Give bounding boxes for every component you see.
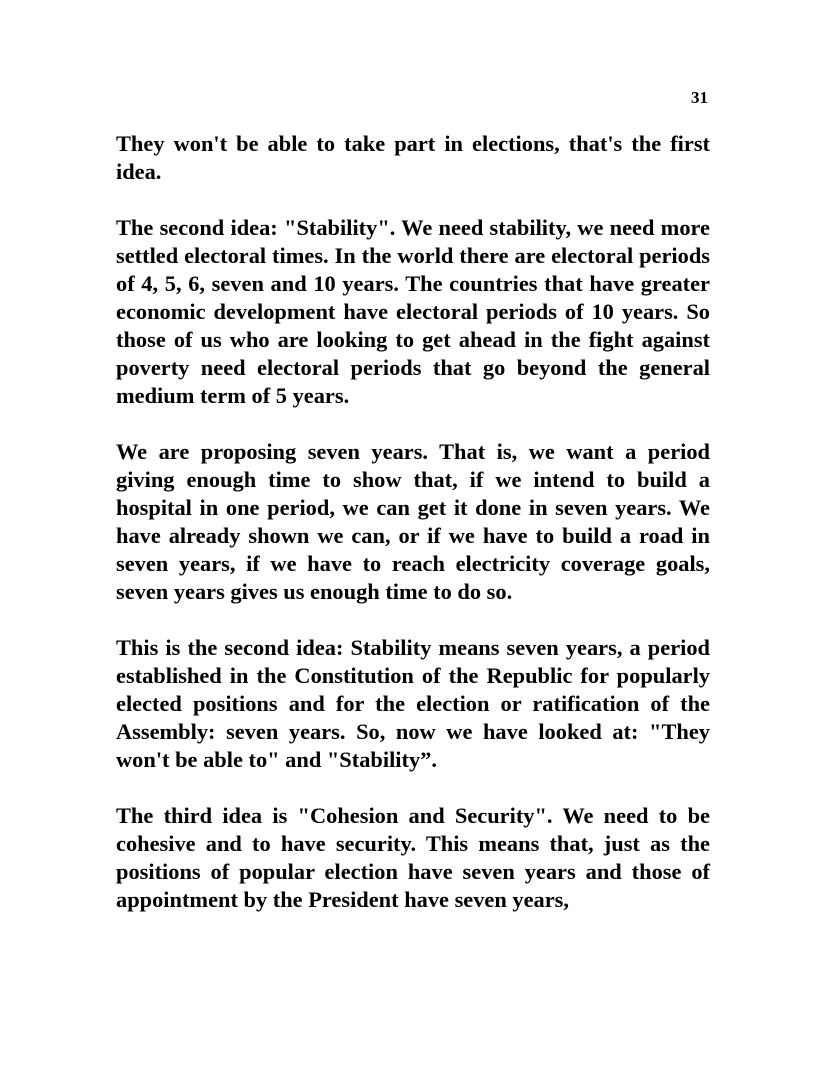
- paragraph-1: They won't be able to take part in elections, that's the first idea.: [116, 131, 710, 184]
- paragraph-3: We are proposing seven years. That is, we want a period giving enough time to show that, if we intend to build a hospital in one period, we can get it done in seven years. We have already shown we can, or if we have to build a road in seven years, if we have to reach electricity coverage goals, seven years gives us enough time to do so.: [116, 439, 710, 604]
- paragraph-5: The third idea is "Cohesion and Security". We need to be cohesive and to have security. This means that, just as the positions of popular election have seven years and those of appointment by the President have seven years,: [116, 803, 710, 912]
- paragraph-4: This is the second idea: Stability means seven years, a period established in the Constitution of the Republic for popularly elected positions and for the election or ratification of the Assembly: seven years. So, now we have looked at: "They won't be able to" and "Stability”.: [116, 635, 710, 772]
- page-number: 31: [691, 88, 708, 107]
- paragraph-2: The second idea: "Stability". We need stability, we need more settled electoral times. In the world there are electoral periods of 4, 5, 6, seven and 10 years. The countries that have greater economic development have electoral periods of 10 years. So those of us who are looking to get ahead in the fight against poverty need electoral periods that go beyond the general medium term of 5 years.: [116, 215, 710, 408]
- document-body: [116, 130, 710, 942]
